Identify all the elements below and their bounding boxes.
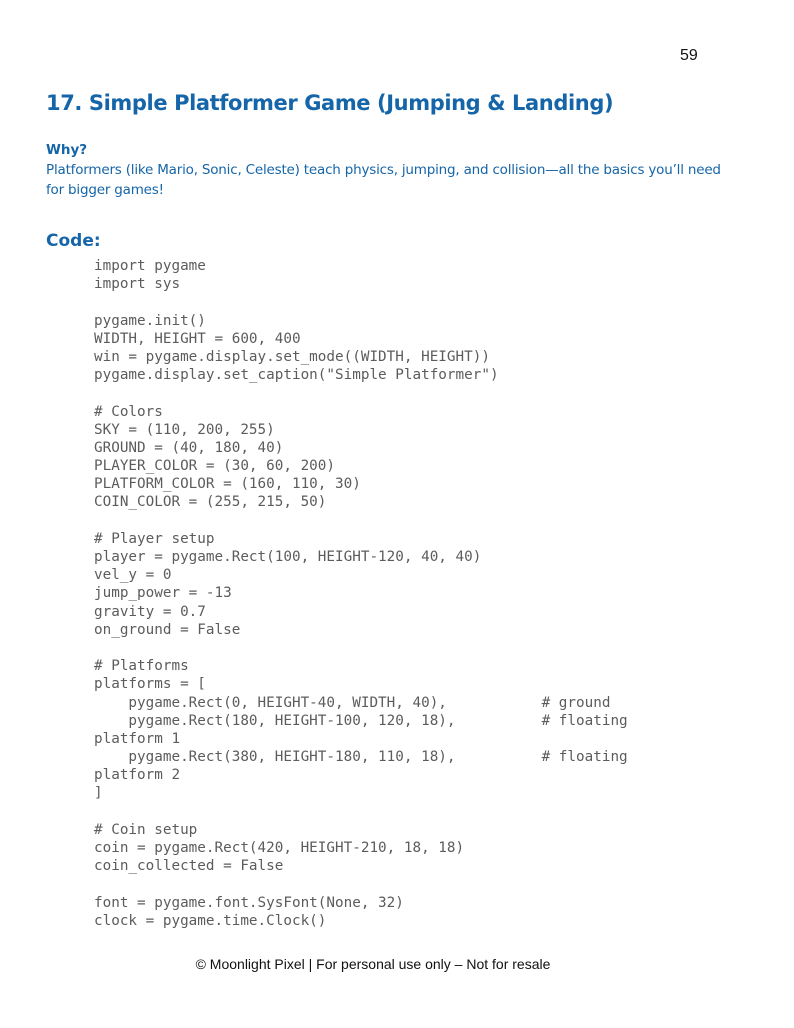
code-line: # Colors xyxy=(94,403,163,420)
code-line xyxy=(94,512,734,530)
code-line: on_ground = False xyxy=(94,621,241,638)
code-line xyxy=(94,803,734,821)
code-line xyxy=(94,384,734,402)
code-line: clock = pygame.time.Clock() xyxy=(94,912,327,929)
code-line xyxy=(94,293,734,311)
code-line: pygame.Rect(180, HEIGHT-100, 120, 18), # floating xyxy=(94,712,628,729)
code-line: GROUND = (40, 180, 40) xyxy=(94,439,284,456)
code-line: # Platforms xyxy=(94,658,189,675)
code-line: # Coin setup xyxy=(94,821,198,838)
code-line: pygame.Rect(0, HEIGHT-40, WIDTH, 40), # ground xyxy=(94,694,611,711)
code-line xyxy=(94,639,734,657)
code-line: import pygame xyxy=(94,258,206,274)
page-number: 59 xyxy=(680,47,698,64)
code-line: SKY = (110, 200, 255) xyxy=(94,421,275,438)
copyright-footer: © Moonlight Pixel | For personal use only – Not for resale xyxy=(195,956,551,972)
code-line: pygame.display.set_caption("Simple Platformer") xyxy=(94,367,499,384)
code-line: player = pygame.Rect(100, HEIGHT-120, 40, 40) xyxy=(94,549,482,565)
code-line: jump_power = -13 xyxy=(94,585,232,602)
section-title: 17. Simple Platformer Game (Jumping & Landing) xyxy=(46,91,614,115)
code-line: font = pygame.font.SysFont(None, 32) xyxy=(94,894,404,911)
code-line: COIN_COLOR = (255, 215, 50) xyxy=(94,494,327,511)
code-line: ] xyxy=(94,785,103,802)
code-line: PLAYER_COLOR = (30, 60, 200) xyxy=(94,458,336,475)
code-line: # Player setup xyxy=(94,530,215,547)
code-line: PLATFORM_COLOR = (160, 110, 30) xyxy=(94,476,361,493)
code-line: platform 2 xyxy=(94,767,181,784)
why-heading: Why? xyxy=(46,142,88,158)
code-heading: Code: xyxy=(46,231,101,251)
code-line: vel_y = 0 xyxy=(94,567,172,584)
code-line: WIDTH, HEIGHT = 600, 400 xyxy=(94,330,301,347)
code-line: win = pygame.display.set_mode((WIDTH, HEIGHT)) xyxy=(94,348,490,365)
code-block xyxy=(94,257,734,930)
code-line: pygame.Rect(380, HEIGHT-180, 110, 18), # floating xyxy=(94,749,628,766)
code-line: pygame.init() xyxy=(94,312,206,329)
code-line xyxy=(94,875,734,893)
code-line: platform 1 xyxy=(94,730,181,747)
code-line: platforms = [ xyxy=(94,676,206,693)
why-paragraph: Platformers (like Mario, Sonic, Celeste) teach physics, jumping, and collision—all the basics you’ll need for bigger games! xyxy=(46,162,721,198)
code-line: coin = pygame.Rect(420, HEIGHT-210, 18, 18) xyxy=(94,840,465,856)
code-line: coin_collected = False xyxy=(94,858,284,875)
code-line: gravity = 0.7 xyxy=(94,603,206,620)
code-line: import sys xyxy=(94,276,181,293)
